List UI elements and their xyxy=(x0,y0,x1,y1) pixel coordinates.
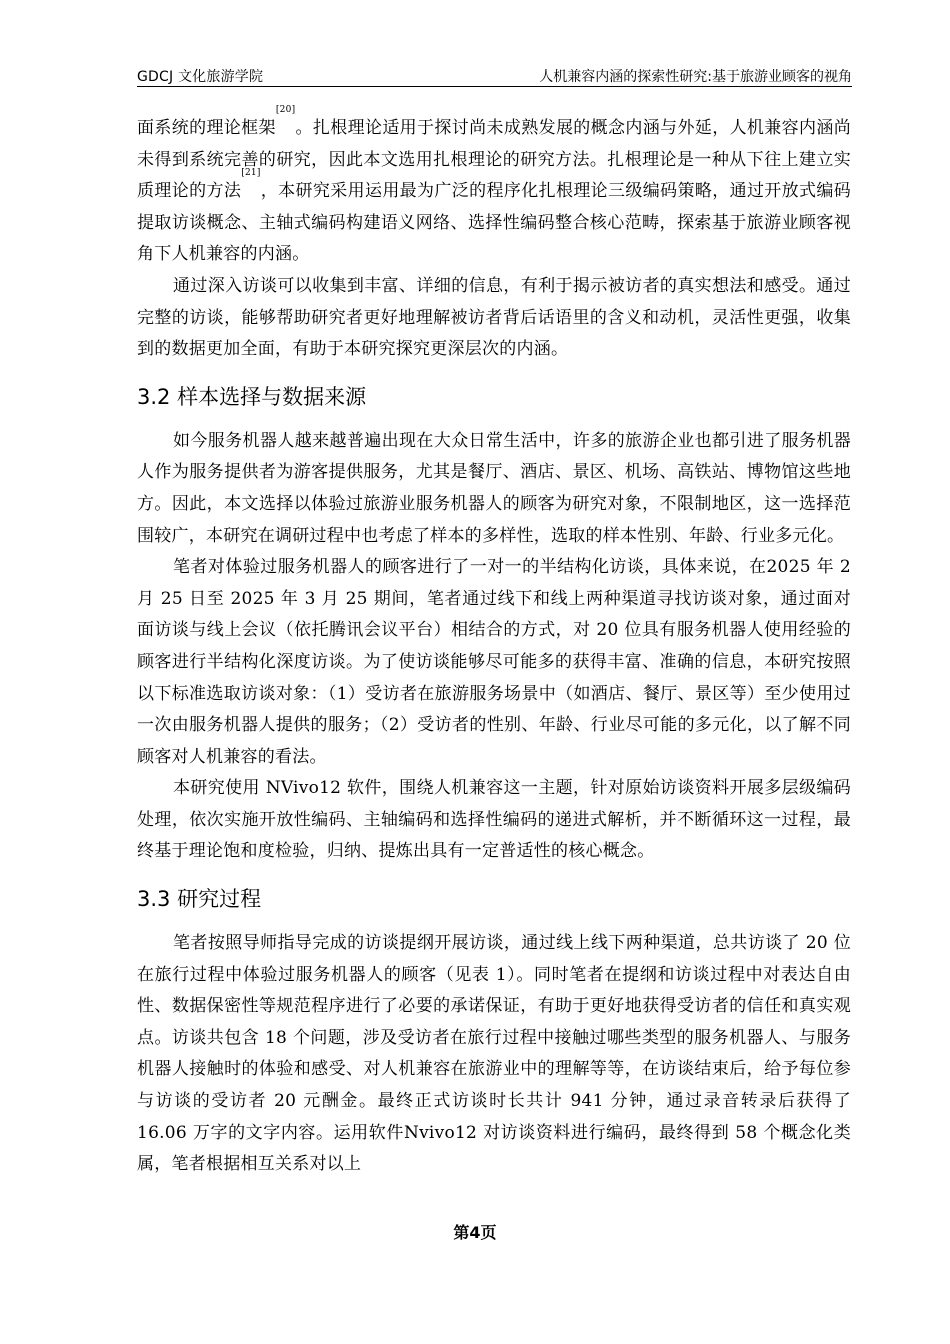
running-header xyxy=(137,62,852,87)
header-paper-title: 人机兼容内涵的探索性研究:基于旅游业顾客的视角 xyxy=(539,69,852,85)
citation-ref: [20] xyxy=(275,105,296,115)
header-institution: GDCJ 文化旅游学院 xyxy=(137,69,264,85)
paragraph-text: 。扎根理论适用于探讨尚未成熟发展的概念内涵与外延，人机兼容内涵尚未得到系统完善的研究，因此本文选用扎根理论的研究方法。扎根理论是一种从下往上建立实质理论的方法 xyxy=(137,118,852,202)
page-number: 第4页 xyxy=(453,1223,497,1242)
paragraph-interview-procedure: 笔者对体验过服务机器人的顾客进行了一对一的半结构化访谈，具体来说，在2025 年 2 月 25 日至 2025 年 3 月 25 期间，笔者通过线下和线上两种渠道寻找访谈对象，通过面对面访谈与线上会议（依托腾讯会议平台）相结合的方式，对 20 位具有服务机器人使用经验的顾客进行半结构化深度访谈。为了使访谈能够尽可能多的获得丰富、准确的信息，本研究按照以下标准选取访谈对象：（1）受访者在旅游服务场景中（如酒店、餐厅、景区等）至少使用过一次由服务机器人提供的服务；（2）受访者的性别、年龄、行业尽可能的多元化，以了解不同顾客对人机兼容的看法。 xyxy=(137,557,851,767)
paragraph-research-process: 笔者按照导师指导完成的访谈提纲开展访谈，通过线上线下两种渠道，总共访谈了 20 位在旅行过程中体验过服务机器人的顾客（见表 1）。同时笔者在提纲和访谈过程中对表达自由性、数据保密性等规范程序进行了必要的承诺保证，有助于更好地获得受访者的信任和真实观点。访谈共包含 18 个问题，涉及受访者在旅行过程中接触过哪些类型的服务机器人、与服务机器人接触时的体验和感受、对人机兼容在旅游业中的理解等等，在访谈结束后，给予每位参与访谈的受访者 20 元酬金。最终正式访谈时长共计 941 分钟，通过录音转录后获得了 16.06 万字的文字内容。运用软件Nvivo12 对访谈资料进行编码，最终得到 58 个概念化类属，笔者根据相互关系对以上 xyxy=(137,933,851,1175)
body-text xyxy=(137,105,852,1181)
paragraph-text: 面系统的理论框架 xyxy=(137,118,276,138)
paragraph-sample-selection: 如今服务机器人越来越普遍出现在大众日常生活中，许多的旅游企业也都引进了服务机器人作为服务提供者为游客提供服务，尤其是餐厅、酒店、景区、机场、高铁站、博物馆这些地方。因此，本文选择以体验过旅游业服务机器人的顾客为研究对象，不限制地区，这一选择范围较广，本研究在调研过程中也考虑了样本的多样性，选取的样本性别、年龄、行业多元化。 xyxy=(137,430,851,546)
paragraph-coding-process: 本研究使用 NVivo12 软件，围绕人机兼容这一主题，针对原始访谈资料开展多层级编码处理，依次实施开放性编码、主轴编码和选择性编码的递进式解析，并不断循环这一过程，最终基于理论饱和度检验，归纳、提炼出具有一定普适性的核心概念。 xyxy=(137,778,851,862)
section-heading-3-3: 3.3 研究过程 xyxy=(137,887,262,912)
section-heading-3-2: 3.2 样本选择与数据来源 xyxy=(137,384,367,409)
paragraph-text: ，本研究采用运用最为广泛的程序化扎根理论三级编码策略，通过开放式编码提取访谈概念、主轴式编码构建语义网络、选择性编码整合核心范畴，探索基于旅游业顾客视角下人机兼容的内涵。 xyxy=(137,181,852,265)
citation-ref: [21] xyxy=(241,168,261,179)
paragraph-grounded-theory xyxy=(137,105,852,271)
paragraph-interview-method: 通过深入访谈可以收集到丰富、详细的信息，有利于揭示被访者的真实想法和感受。通过完整的访谈，能够帮助研究者更好地理解被访者背后话语里的含义和动机，灵活性更强，收集到的数据更加全面，有助于本研究探究更深层次的内涵。 xyxy=(137,275,851,360)
